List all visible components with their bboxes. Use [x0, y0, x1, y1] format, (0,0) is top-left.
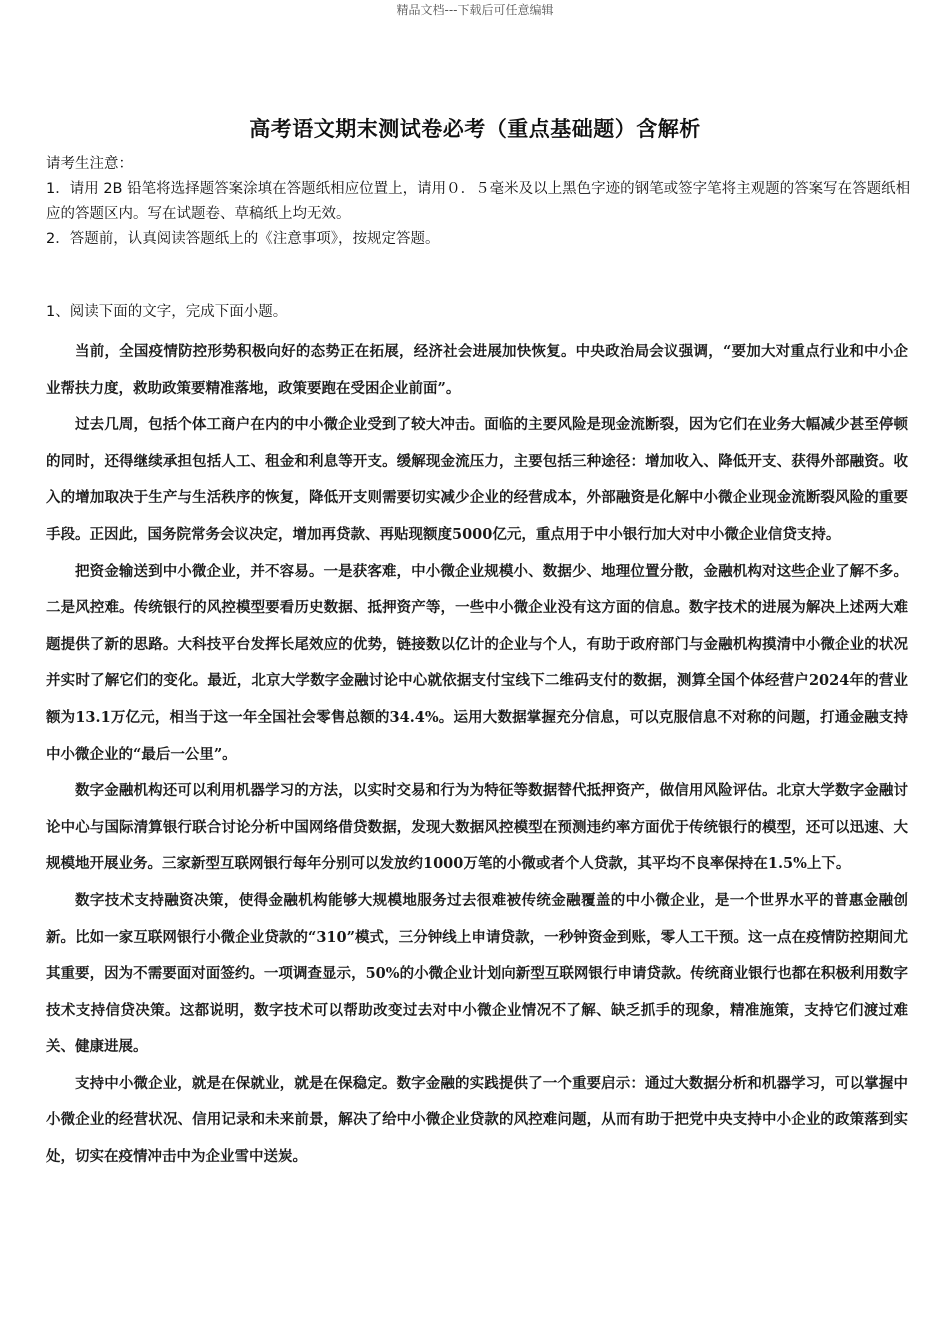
notice-heading: 请考生注意： — [46, 156, 133, 172]
passage-paragraph: 当前，全国疫情防控形势积极向好的态势正在拓展，经济社会进展加快恢复。中央政治局会议强调，“要加大对重点行业和中小企业帮扶力度，救助政策要精准落地，政策要跑在受困企业前面”。 — [46, 343, 908, 397]
notice-item: 1．请用 2B 铅笔将选择题答案涂填在答题纸相应位置上，请用０．５毫米及以上黑色字迹的钢笔或签字笔将主观题的答案写在答题纸相应的答题区内。写在试题卷、草稿纸上均无效。 — [46, 181, 911, 222]
notice-section — [46, 152, 916, 252]
passage-paragraph: 支持中小微企业，就是在保就业，就是在保稳定。数字金融的实践提供了一个重要启示：通过大数据分析和机器学习，可以掌握中小微企业的经营状况、信用记录和未来前景，解决了给中小微企业贷款的风控难问题，从而有助于把党中央支持中小企业的政策落到实处，切实在疫情冲击中为企业雪中送炭。 — [46, 1074, 908, 1166]
notice-item: 2．答题前，认真阅读答题纸上的《注意事项》，按规定答题。 — [46, 231, 440, 247]
passage-paragraph: 数字技术支持融资决策，使得金融机构能够大规模地服务过去很难被传统金融覆盖的中小微企业，是一个世界水平的普惠金融创新。比如一家互联网银行小微企业贷款的“310”模式，三分钟线上申请贷款，一秒钟资金到账，零人工干预。这一点在疫情防控期间尤其重要，因为不需要面对面签约。一项调查显示，50%的小微企业计划向新型互联网银行申请贷款。传统商业银行也都在积极利用数字技术支持信贷决策。这都说明，数字技术可以帮助改变过去对中小微企业情况不了解、缺乏抓手的现象，精准施策，支持它们渡过难关、健康进展。 — [46, 891, 908, 1056]
header-note: 精品文档---下载后可任意编辑 — [396, 3, 554, 17]
question-label: 1、阅读下面的文字，完成下面小题。 — [46, 304, 288, 320]
passage-paragraph: 把资金输送到中小微企业，并不容易。一是获客难，中小微企业规模小、数据少、地理位置分散，金融机构对这些企业了解不多。二是风控难。传统银行的风控模型要看历史数据、抵押资产等，一些中小微企业没有这方面的信息。数字技术的进展为解决上述两大难题提供了新的思路。大科技平台发挥长尾效应的优势，链接数以亿计的企业与个人，有助于政府部门与金融机构摸清中小微企业的状况并实时了解它们的变化。最近，北京大学数字金融讨论中心就依据支付宝线下二维码支付的数据，测算全国个体经营户2024年的营业额为13.1万亿元，相当于这一年全国社会零售总额的34.4%。运用大数据掌握充分信息，可以克服信息不对称的问题，打通金融支持中小微企业的“最后一公里”。 — [46, 562, 908, 763]
passage-paragraph: 过去几周，包括个体工商户在内的中小微企业受到了较大冲击。面临的主要风险是现金流断裂，因为它们在业务大幅减少甚至停顿的同时，还得继续承担包括人工、租金和利息等开支。缓解现金流压力，主要包括三种途径：增加收入、降低开支、获得外部融资。收入的增加取决于生产与生活秩序的恢复，降低开支则需要切实减少企业的经营成本，外部融资是化解中小微企业现金流断裂风险的重要手段。正因此，国务院常务会议决定，增加再贷款、再贴现额度5000亿元，重点用于中小银行加大对中小微企业信贷支持。 — [46, 416, 908, 543]
passage-paragraph: 数字金融机构还可以利用机器学习的方法，以实时交易和行为为特征等数据替代抵押资产，做信用风险评估。北京大学数字金融讨论中心与国际清算银行联合讨论分析中国网络借贷数据，发现大数据风控模型在预测违约率方面优于传统银行的模型，还可以迅速、大规模地开展业务。三家新型互联网银行每年分别可以发放约1000万笔的小微或者个人贷款，其平均不良率保持在1.5%上下。 — [46, 782, 908, 873]
page-title: 高考语文期末测试卷必考（重点基础题）含解析 — [249, 117, 701, 141]
reading-passage — [46, 334, 908, 1176]
